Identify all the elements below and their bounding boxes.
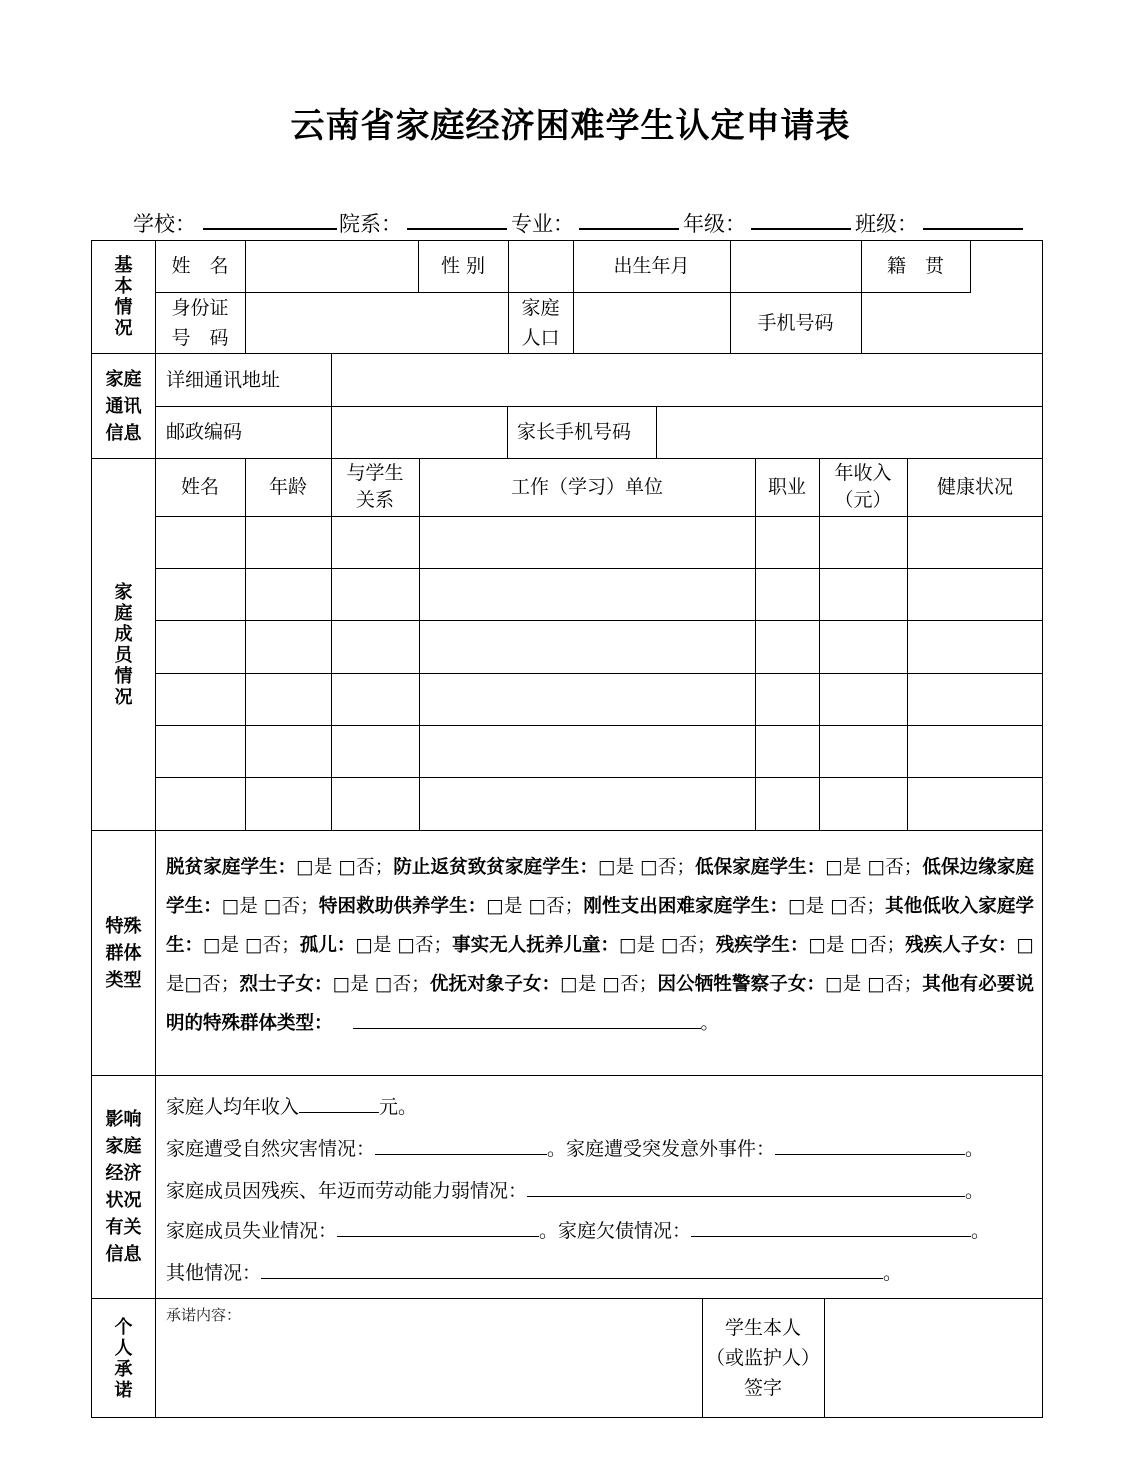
period: 。 [965,1180,985,1202]
period: 。 [965,1138,985,1160]
yes-no-checkbox[interactable]: □是 □否； [560,974,658,995]
header-fields [133,208,1033,238]
special-group-label: 因公牺牲警察子女： [657,974,826,995]
other-line [166,1258,902,1285]
divider [91,1075,1043,1076]
yes-no-checkbox[interactable]: □是 □否； [619,935,716,956]
grade-label: 年级： [683,212,746,236]
special-group-label: 脱贫家庭学生： [166,857,297,878]
signature-field[interactable] [824,1298,1043,1418]
gender-label: 性 别 [440,255,486,277]
disaster-line [166,1134,984,1161]
table-row[interactable] [155,725,1043,777]
special-group-label: 孤儿： [299,935,356,956]
section-label-special: 特殊群体类型 [105,915,142,991]
unemployment-field[interactable] [337,1216,539,1237]
parent-phone-label: 家长手机号码 [517,421,632,443]
divider [507,406,508,458]
yes-no-checkbox[interactable]: □是 □否； [808,935,906,956]
phone-label: 手机号码 [757,311,834,334]
parent-phone-field[interactable] [656,406,1043,458]
special-group-label: 残疾学生： [715,935,809,956]
unemployment-label: 家庭成员失业情况： [166,1220,338,1242]
native-place-label: 籍 贯 [886,255,944,277]
major-field[interactable] [579,206,679,235]
special-group-label: 防止返贫致贫家庭学生： [393,857,599,878]
yes-no-checkbox[interactable]: □是 □否； [598,857,695,878]
col-header-occupation: 职业 [767,476,806,498]
section-label-contact: 家庭通讯信息 [105,368,142,444]
unemployment-line [166,1216,990,1243]
period: 。 [700,1013,720,1034]
major-label: 专业： [511,212,574,236]
other-label: 其他情况： [166,1262,262,1284]
department-label: 院系： [339,212,402,236]
disability-field[interactable] [527,1176,965,1197]
disaster-field[interactable] [375,1134,547,1155]
yes-no-checkbox[interactable]: □是 □否； [296,857,394,878]
yes-no-checkbox[interactable]: □是 □否； [788,896,886,917]
yes-no-checkbox[interactable]: □是 □否； [825,857,923,878]
disability-line [166,1176,984,1203]
period: 。 [883,1262,903,1284]
section-label-family: 家庭成员情况 [114,581,133,708]
yes-no-checkbox[interactable]: □是 □否； [355,935,453,956]
table-row[interactable] [155,777,1043,830]
class-label: 班级： [855,212,918,236]
other-special-group-field[interactable] [353,1008,701,1029]
gender-field[interactable] [508,240,573,292]
section-label-basic: 基本情况 [114,255,133,339]
yes-no-checkbox[interactable]: □是 □否； [332,974,430,995]
debt-field[interactable] [691,1216,971,1237]
school-field[interactable] [203,206,337,235]
promise-content-label: 承诺内容： [166,1306,242,1324]
col-header-name: 姓名 [180,476,219,498]
table-row[interactable] [155,516,1043,568]
signature-label: 学生本人 （或监护人） 签字 [705,1317,820,1399]
other-field[interactable] [261,1258,883,1279]
special-group-label: 残疾人子女： [905,935,1017,956]
table-row[interactable] [155,568,1043,620]
income-field[interactable] [299,1092,379,1113]
department-field[interactable] [407,206,507,235]
col-header-age: 年龄 [268,476,307,498]
col-header-relation: 与学生 关系 [346,462,404,511]
period: 。 [971,1220,991,1242]
special-group-label: 优抚对象子女： [429,974,561,995]
grade-field[interactable] [751,206,851,235]
debt-label: 。家庭欠债情况： [539,1220,692,1242]
promise-content-field[interactable] [160,1325,698,1415]
yes-no-checkbox[interactable]: □是 □否； [486,896,584,917]
id-number-field[interactable] [245,292,508,353]
name-field[interactable] [245,240,418,292]
special-group-label: 其他低收入家庭学生： [166,896,1034,956]
accident-label: 。家庭遭受突发意外事件： [547,1138,776,1160]
yes-no-checkbox[interactable]: □是 □否； [221,896,319,917]
section-label-influence: 影响家庭经济状况有关信息 [105,1109,142,1265]
yes-no-checkbox[interactable]: □是 □否； [825,974,923,995]
special-group-label: 低保边缘家庭学生： [166,857,1034,917]
table-row[interactable] [155,673,1043,725]
special-group-paragraph [166,848,1034,1043]
divider [91,830,1043,831]
address-field[interactable] [331,353,1043,406]
col-header-workplace: 工作（学习）单位 [510,476,663,498]
school-label: 学校： [133,212,196,236]
postcode-field[interactable] [331,406,507,458]
id-number-label: 身份证 号 码 [171,296,229,349]
disaster-label: 家庭遭受自然灾害情况： [166,1138,376,1160]
table-row[interactable] [155,620,1043,673]
special-group-label: 刚性支出困难家庭学生： [583,896,789,917]
col-header-income: 年收入 （元） [834,462,892,511]
household-size-field[interactable] [573,292,730,353]
income-line [166,1092,417,1119]
col-header-health: 健康状况 [936,476,1013,498]
section-label-promise: 个人承诺 [114,1316,133,1401]
native-place-field[interactable] [970,240,1043,292]
address-label: 详细通讯地址 [166,368,281,391]
accident-field[interactable] [775,1134,965,1155]
special-group-label: 低保家庭学生： [694,857,826,878]
form-title: 云南省家庭经济困难学生认定申请表 [290,106,851,146]
yes-no-checkbox[interactable]: □是□否； [166,935,1034,995]
name-label: 姓 名 [171,255,229,277]
postcode-label: 邮政编码 [166,421,243,443]
class-field[interactable] [923,206,1023,235]
special-group-label: 其他有必要说明的特殊群体类型： [166,974,1034,1034]
birth-label: 出生年月 [613,255,690,277]
phone-field[interactable] [861,292,1043,353]
yes-no-checkbox[interactable]: □是 □否； [203,935,300,956]
special-group-label: 特困救助供养学生： [318,896,487,917]
special-group-label: 事实无人抚养儿童： [452,935,620,956]
household-size-label: 家庭 人口 [521,296,560,349]
income-unit: 元。 [379,1096,418,1118]
special-group-label: 烈士子女： [239,974,333,995]
income-label: 家庭人均年收入 [166,1096,300,1118]
birth-field[interactable] [730,240,861,292]
disability-label: 家庭成员因残疾、年迈而劳动能力弱情况： [166,1180,528,1202]
